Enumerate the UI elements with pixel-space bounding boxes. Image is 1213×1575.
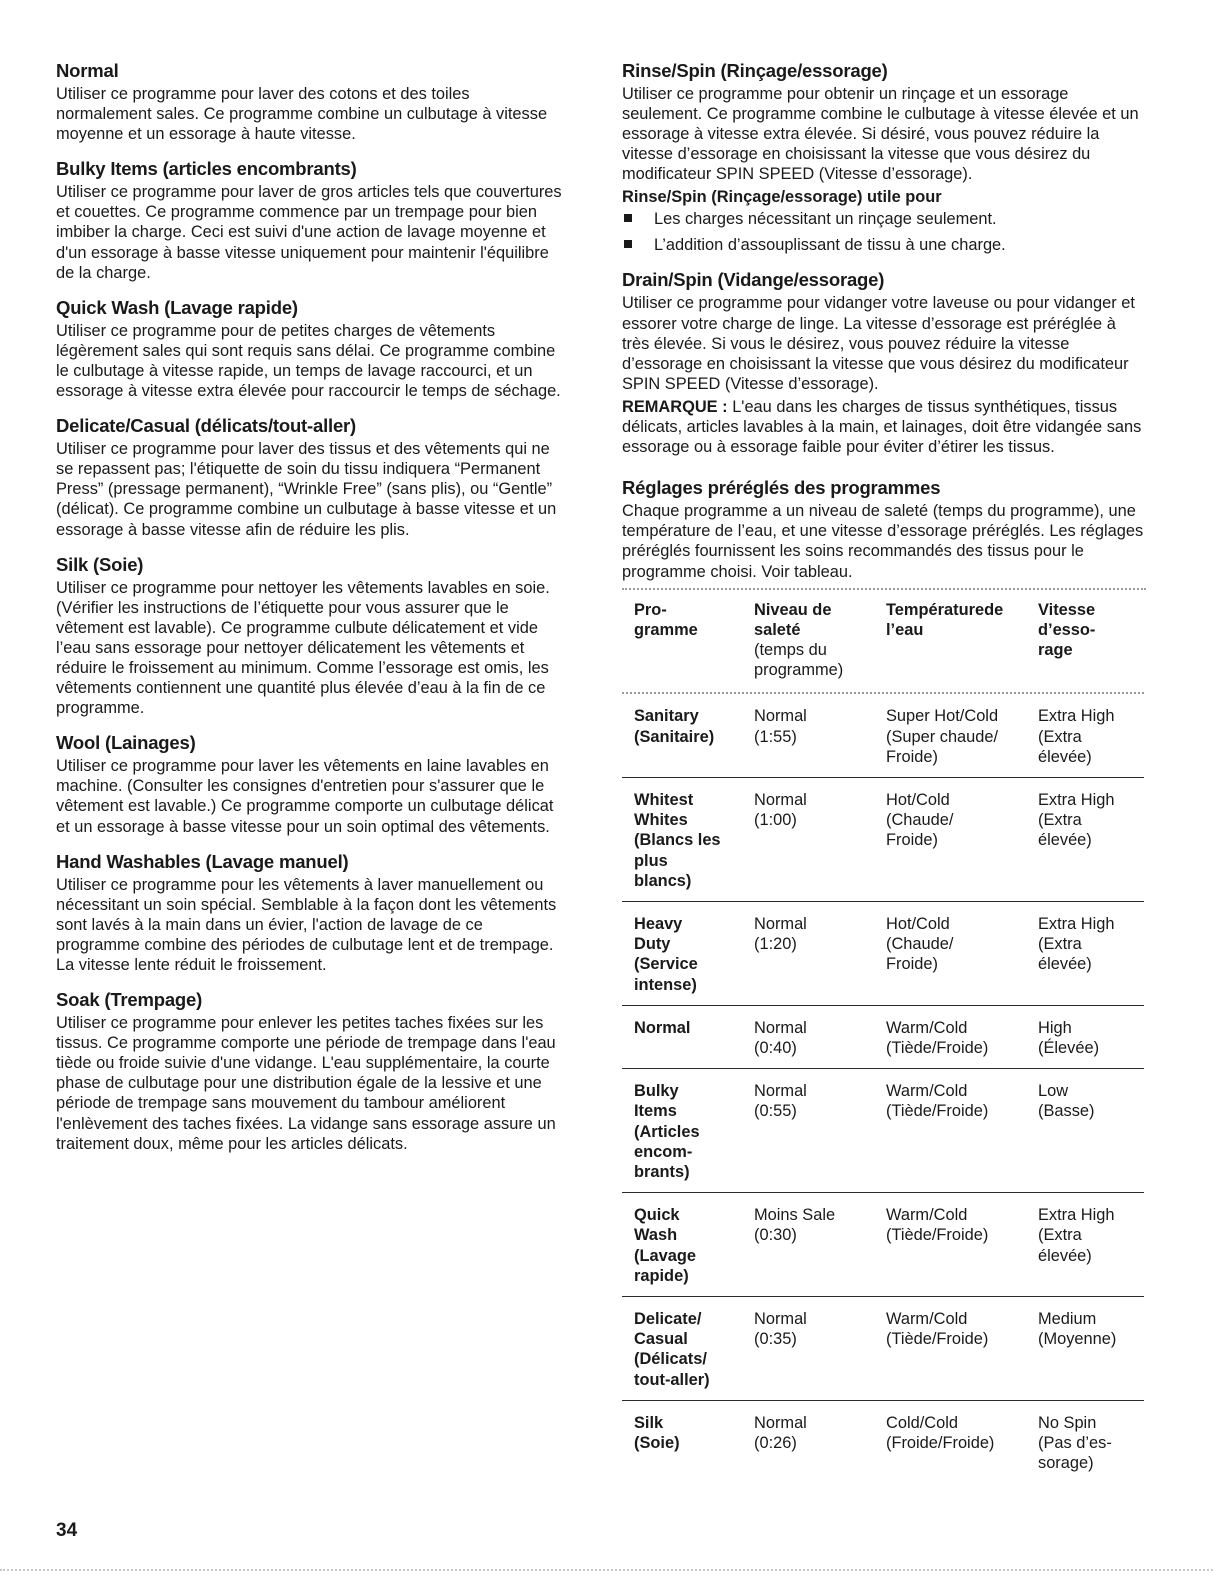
section-normal [56,60,562,144]
cell-programme: Bulky Items (Articles encom- brants) [622,1069,754,1193]
cell-temp: Warm/Cold (Tiède/Froide) [886,1297,1038,1401]
list-item-text: L’addition d’assouplissant de tissu à une charge. [654,236,1006,255]
cell-soil: Normal (1:55) [754,697,886,777]
presets-table [622,593,1144,1484]
section-bulky-items [56,158,562,282]
cell-soil: Normal (0:26) [754,1413,807,1453]
bullet-square-icon [624,240,632,248]
cell-programme: Silk (Soie) [634,1413,680,1453]
section-text: Utiliser ce programme pour vidanger votre laveuse ou pour vidanger et essorer votre charge de linge. La vitesse d’essorage est préréglée à très élevée. Si vous le désirez, vous pouvez réduire la vitesse d’essorage en choisissant la vitesse que vous désirez du modificateur SPIN SPEED (Vitesse d’essorage). [622,294,1135,393]
section-drain-spin [622,269,1146,457]
section-text: Utiliser ce programme pour laver des cotons et des toiles normalement sales. Ce programme combine un culbutage à vitesse moyenne et un essorage à haute vitesse. [56,85,548,144]
header-text: Vitesse d’esso- rage [1038,600,1096,659]
section-delicate-casual [56,415,562,539]
section-title: Réglages préréglés des programmes [622,477,941,499]
cell-programme: Whitest Whites (Blancs les plus blancs) [622,778,754,902]
page-bottom-rule [0,1569,1213,1571]
cell-programme: Heavy Duty (Service intense) [622,902,754,1006]
section-wool [56,732,562,836]
header-programme [622,593,754,693]
section-text: Utiliser ce programme pour obtenir un rinçage et un essorage seulement. Ce programme combine le culbutage à vitesse élevée et un essorage à vitesse extra élevée. Si désiré, vous pouvez réduire la vitesse d’essorage en choisissant la vitesse que vous désirez du modificateur SPIN SPEED (Vitesse d’essorage). [622,85,1139,184]
list-item [622,209,1146,229]
section-text: Utiliser ce programme pour les vêtements à laver manuellement ou nécessitant un soin spécial. Semblable à la façon dont les vêtements sont lavés à la main dans un évier, l'action de lavage de ce programme combine des périodes de culbutage lent et de trempage. La vitesse lente réduit le froissement. [56,875,557,974]
cell-temp: Cold/Cold (Froide/Froide) [886,1413,995,1453]
bullet-square-icon [624,214,632,222]
cell-soil: Normal (1:00) [754,778,886,902]
header-subtext: (temps du programme) [754,641,844,680]
cell-soil: Normal (0:40) [754,1005,886,1068]
cell-spin: Extra High (Extra élevée) [1038,1193,1144,1297]
header-spin-speed [1038,593,1144,693]
header-soil-level [754,593,886,693]
table-row [622,1193,1144,1297]
cell-spin: High (Élevée) [1038,1005,1144,1068]
note-label: REMARQUE : [622,397,728,416]
section-text: Utiliser ce programme pour nettoyer les vêtements lavables en soie. (Vérifier les instructions de l’étiquette pour vous assurer que le vêtement est lavable). Ce programme culbute délicatement et vide l’eau sans essorage pour nettoyer délicatement les vêtements et réduire le froissement au minimum. Comme l’essorage est omis, les vêtements contiennent une quantité plus élevée d’eau à la fin de ce programme. [56,578,550,718]
section-title: Silk (Soie) [56,553,144,575]
cell-temp: Super Hot/Cold (Super chaude/ Froide) [886,697,1038,777]
section-presets [622,477,1146,581]
section-silk [56,554,562,719]
cell-temp: Hot/Cold (Chaude/ Froide) [886,902,1038,1006]
cell-programme: Normal [622,1005,754,1068]
section-title: Wool (Lainages) [56,732,196,754]
section-text: Utiliser ce programme pour de petites charges de vêtements légèrement sales qui sont requis sans délai. Ce programme combine le culbutage à vitesse rapide, un temps de lavage raccourci, et un essorage à vitesse extra élevée pour raccourcir le temps de séchage. [56,321,561,401]
section-title: Normal [56,60,119,81]
section-title: Drain/Spin (Vidange/essorage) [622,269,885,291]
section-title: Soak (Trempage) [56,989,203,1011]
section-title: Bulky Items (articles encombrants) [56,158,357,180]
left-column [56,60,562,1168]
header-water-temp [886,593,1038,693]
section-text: Utiliser ce programme pour laver les vêtements en laine lavables en machine. (Consulter les consignes d'entretien pour s'assurer que le vêtement est lavable.) Ce programme comporte un culbutage délicat et un essorage à basse vitesse pour un soin optimal des vêtements. [56,757,554,836]
cell-temp: Warm/Cold (Tiède/Froide) [886,1005,1038,1068]
table-row [622,1400,1144,1483]
header-text: Niveau de saleté [754,600,832,639]
table-row [622,1069,1144,1193]
table-row [622,1005,1144,1068]
cell-temp: Hot/Cold (Chaude/ Froide) [886,778,1038,902]
section-title: Delicate/Casual (délicats/tout-aller) [56,415,356,437]
section-subtitle: Rinse/Spin (Rinçage/essorage) utile pour [622,188,942,207]
section-soak [56,989,562,1154]
note-text: L'eau dans les charges de tissus synthétiques, tissus délicats, articles lavables à la main, et lainages, doit être vidangée sans essorage ou à essorage faible pour éviter d’étirer les tissus. [622,397,1142,457]
cell-soil: Normal (0:35) [754,1297,886,1401]
cell-programme: Sanitary (Sanitaire) [622,697,754,777]
cell-spin: Medium (Moyenne) [1038,1297,1144,1401]
list-item [622,235,1146,255]
list-item-text: Les charges nécessitant un rinçage seulement. [654,210,997,229]
section-text: Utiliser ce programme pour enlever les petites taches fixées sur les tissus. Ce programme comporte une période de trempage dans l'eau tiède ou froide suivie d'une vidange. L'eau supplémentaire, la courte phase de culbutage pour une distribution égale de la lessive et une période de trempage sans mouvement du tambour améliorent l'enlèvement des taches fixées. La vidange sans essorage assure un traitement doux, même pour les articles délicats. [56,1014,556,1153]
note-paragraph [622,397,1146,457]
cell-programme: Quick Wash (Lavage rapide) [622,1193,754,1297]
header-text: Pro- gramme [634,600,698,639]
section-rinse-spin [622,60,1146,255]
cell-soil: Normal (0:55) [754,1069,886,1193]
cell-spin: Extra High (Extra élevée) [1038,778,1144,902]
cell-spin: Extra High (Extra élevée) [1038,697,1144,777]
bullet-list [622,209,1146,255]
section-title: Quick Wash (Lavage rapide) [56,296,298,318]
section-hand-washables [56,851,562,975]
cell-temp: Warm/Cold (Tiède/Froide) [886,1193,1038,1297]
section-quick-wash [56,297,562,401]
right-column [622,60,1146,1484]
cell-soil: Moins Sale (0:30) [754,1193,886,1297]
cell-temp: Warm/Cold (Tiède/Froide) [886,1069,1038,1193]
table-row [622,1297,1144,1401]
table-row [622,697,1144,777]
table-header-row [622,593,1144,693]
section-title: Rinse/Spin (Rinçage/essorage) [622,60,888,81]
section-text: Utiliser ce programme pour laver des tissus et des vêtements qui ne se repassent pas; l'étiquette de soin du tissu indiquera “Permanent Press” (pressage permanent), “Wrinkle Free” (sans plis), ou “Gentle” (délicat). Ce programme combine un culbutage à basse vitesse et un essorage à basse vitesse afin de réduire les plis. [56,440,557,539]
cell-spin: Extra High (Extra élevée) [1038,902,1144,1006]
cell-programme: Delicate/ Casual (Délicats/ tout-aller) [622,1297,754,1401]
cell-spin: Low (Basse) [1038,1069,1144,1193]
section-title: Hand Washables (Lavage manuel) [56,850,349,872]
cell-spin: No Spin (Pas d’es- sorage) [1038,1413,1112,1473]
table-row [622,902,1144,1006]
cell-soil: Normal (1:20) [754,902,886,1006]
section-text: Utiliser ce programme pour laver de gros articles tels que couvertures et couettes. Ce programme commence par un trempage pour bien imbiber la charge. Ceci est suivi d'une action de lavage moyenne et d'un essorage à basse vitesse uniquement pour maintenir l'équilibre de la charge. [56,183,562,282]
page-number: 34 [56,1520,78,1541]
table-row [622,778,1144,902]
header-text: Températurede l’eau [886,600,1004,639]
section-text: Chaque programme a un niveau de saleté (temps du programme), une température de l’eau, et une vitesse d’essorage préréglés. Les réglages préréglés fournissent les soins recommandés des tissus pour le programme choisi. Voir tableau. [622,502,1144,581]
